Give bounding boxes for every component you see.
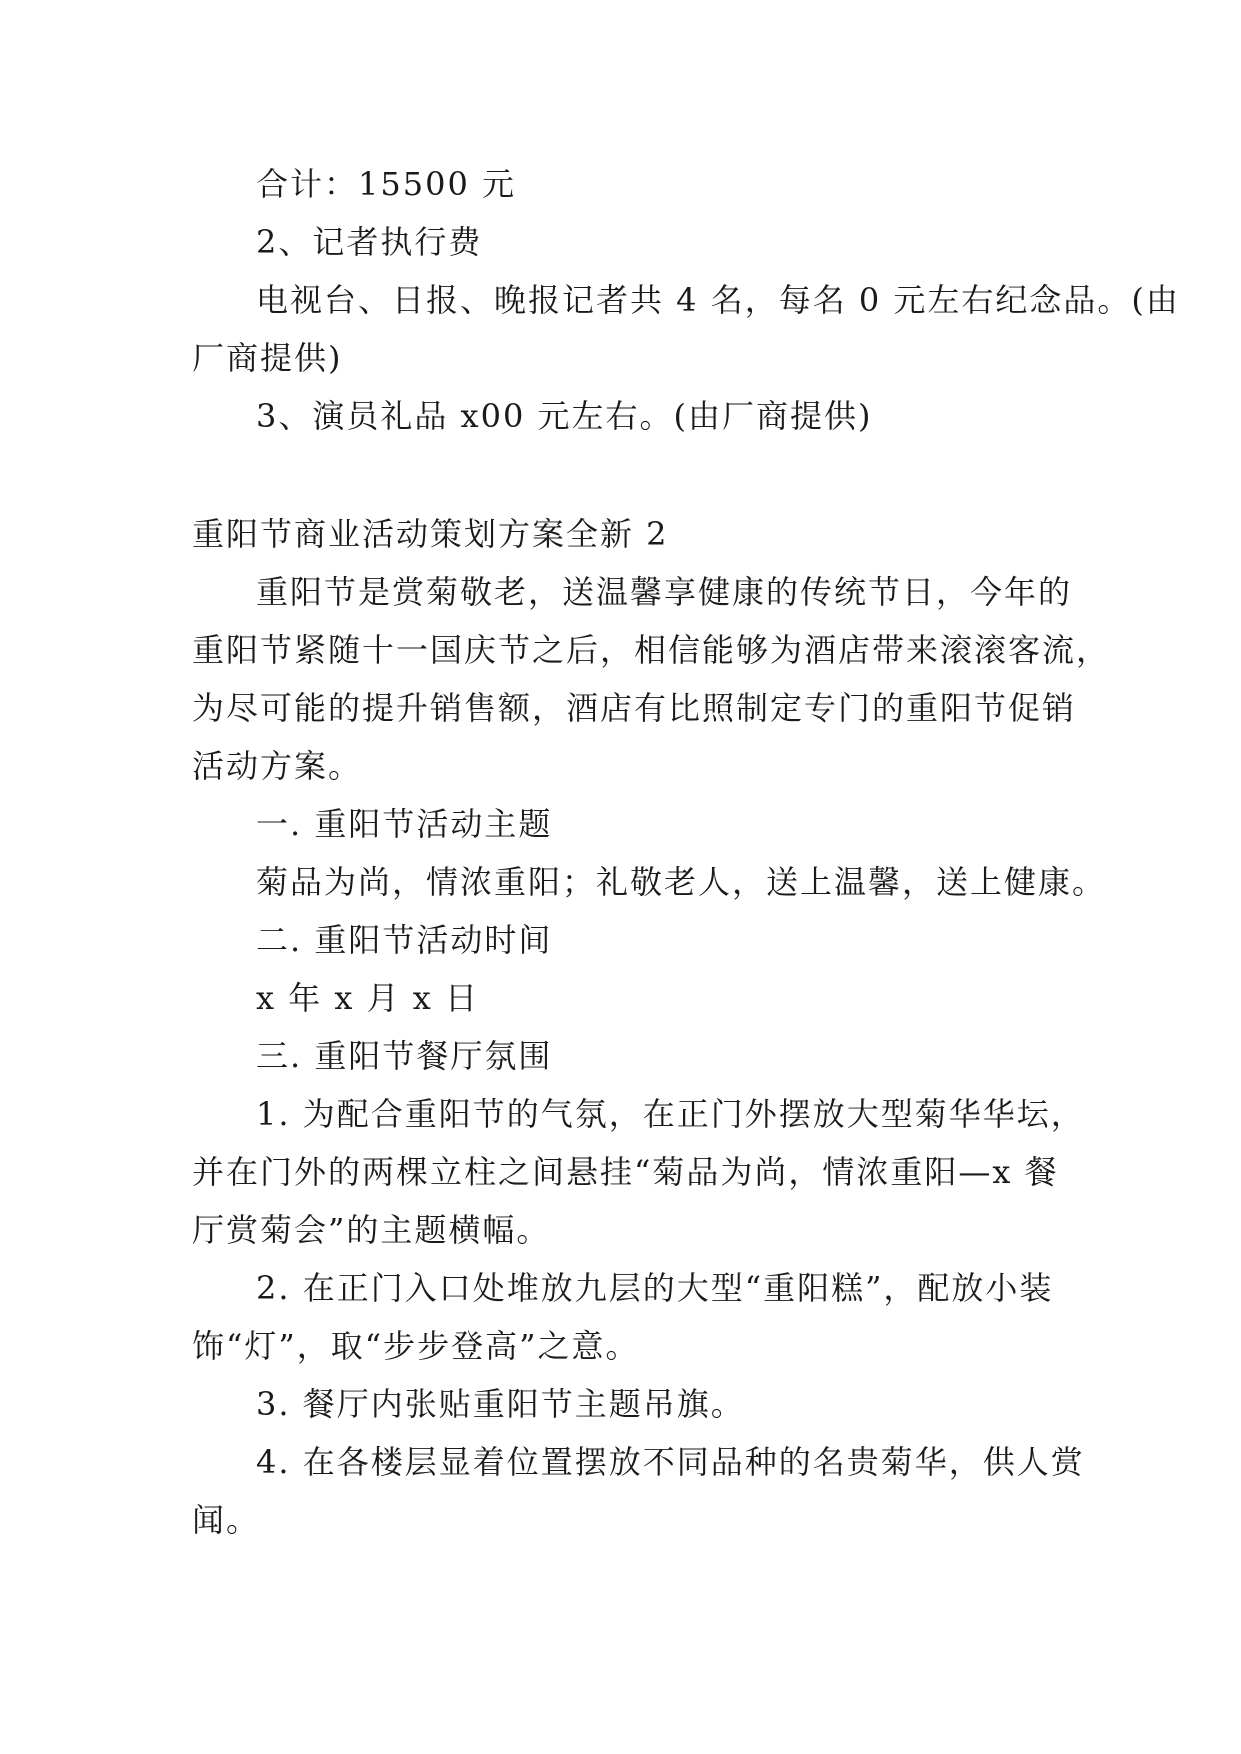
section-heading: 二. 重阳节活动时间	[256, 921, 553, 959]
paragraph-line: x 年 x 月 x 日	[256, 979, 480, 1017]
document-title: 重阳节商业活动策划方案全新 2	[192, 515, 669, 553]
list-item-line: 2. 在正门入口处堆放九层的大型“重阳糕”，配放小装	[256, 1269, 1054, 1307]
paragraph-line: 为尽可能的提升销售额，酒店有比照制定专门的重阳节促销	[192, 689, 1077, 727]
list-item-line: 饰“灯”，取“步步登高”之意。	[192, 1327, 640, 1365]
list-item-line: 3. 餐厅内张贴重阳节主题吊旗。	[256, 1385, 745, 1423]
total-line: 合计：15500 元	[256, 165, 516, 203]
list-item-line: 厅赏菊会”的主题横幅。	[192, 1211, 551, 1249]
paragraph-line: 重阳节紧随十一国庆节之后，相信能够为酒店带来滚滚客流，	[192, 631, 1111, 669]
paragraph-line: 菊品为尚，情浓重阳；礼敬老人，送上温馨，送上健康。	[256, 863, 1107, 901]
paragraph-line: 活动方案。	[192, 747, 363, 785]
section-reporter-fee: 2、记者执行费	[256, 223, 483, 261]
list-item-line: 1. 为配合重阳节的气氛，在正门外摆放大型菊华华坛，	[256, 1095, 1085, 1133]
paragraph-line: 电视台、日报、晚报记者共 4 名，每名 0 元左右纪念品。(由	[256, 281, 1180, 319]
paragraph-line: 厂商提供)	[192, 339, 343, 377]
list-item-line: 闻。	[192, 1501, 261, 1539]
paragraph-line: 重阳节是赏菊敬老，送温馨享健康的传统节日，今年的	[256, 573, 1073, 611]
list-item-line: 4. 在各楼层显着位置摆放不同品种的名贵菊华，供人赏	[256, 1443, 1085, 1481]
list-item-line: 并在门外的两棵立柱之间悬挂“菊品为尚，情浓重阳—x 餐	[192, 1153, 1059, 1191]
section-actor-gifts: 3、演员礼品 x00 元左右。(由厂商提供)	[256, 397, 873, 435]
section-heading: 三. 重阳节餐厅氛围	[256, 1037, 553, 1075]
section-heading: 一. 重阳节活动主题	[256, 805, 553, 843]
